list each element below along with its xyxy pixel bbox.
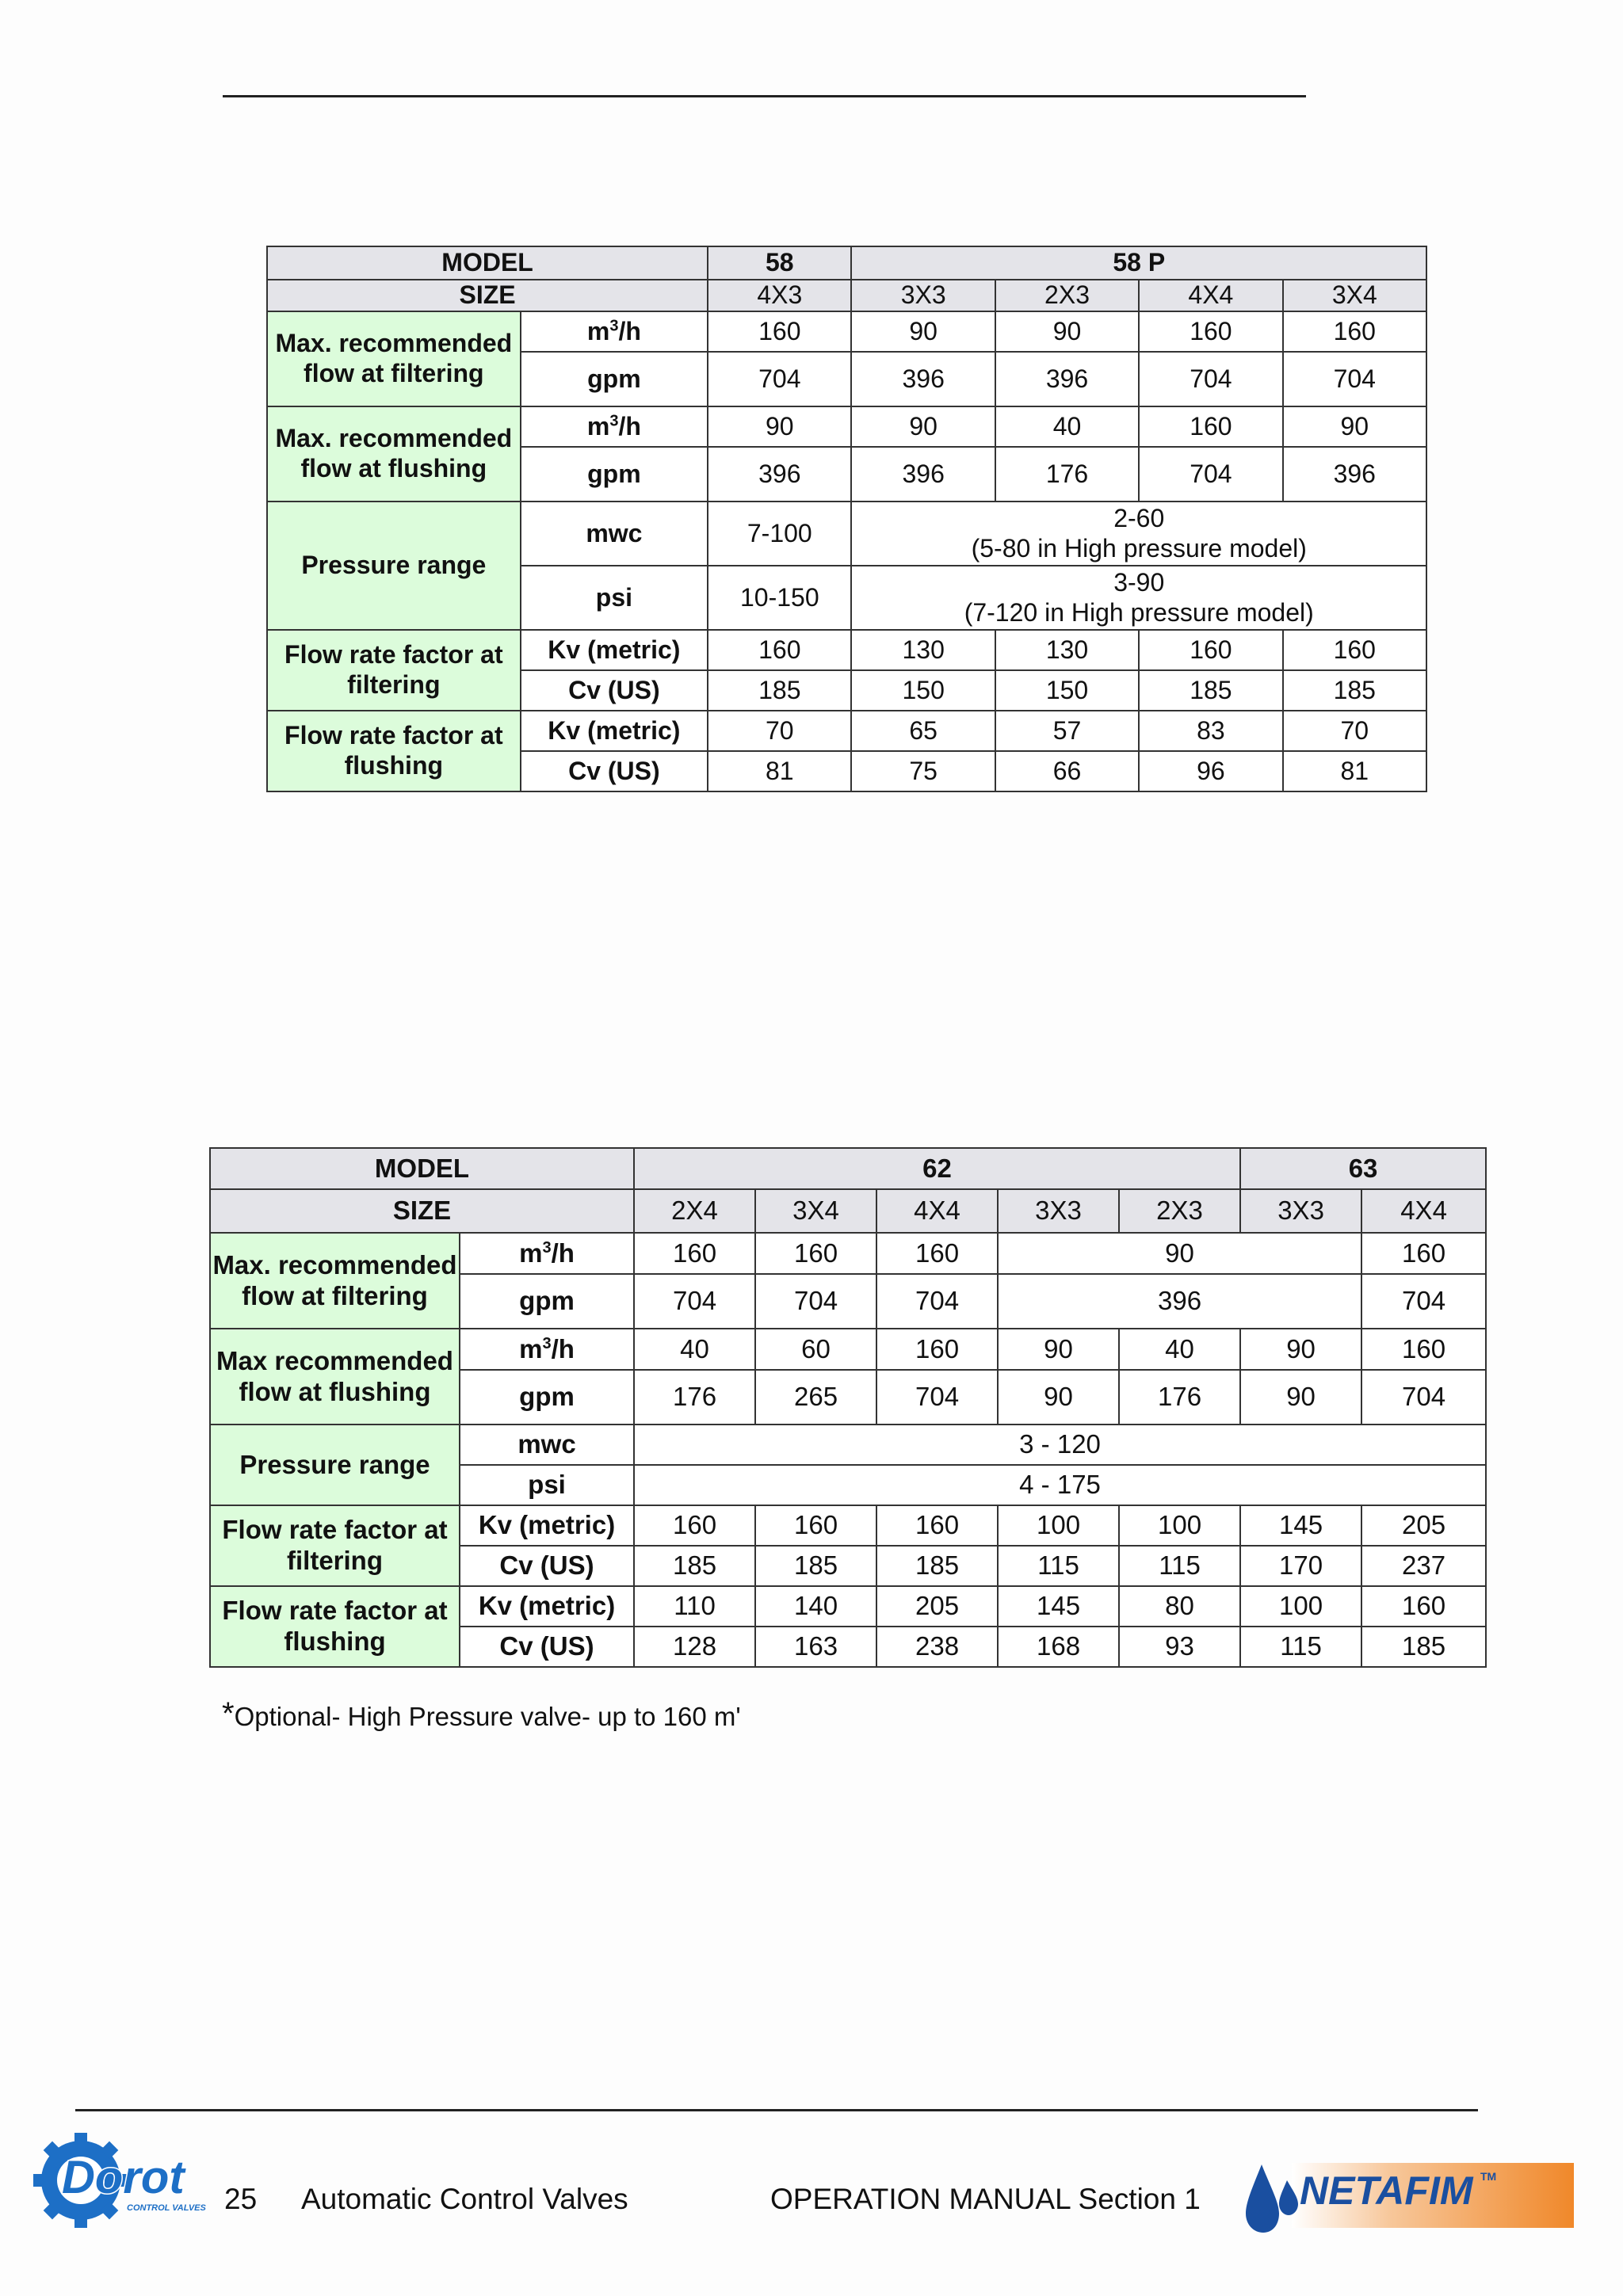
table-cell: 176 (1119, 1370, 1240, 1425)
table-cell: 185 (708, 670, 851, 711)
pressure-value: 3-90 (1113, 567, 1165, 597)
unit-gpm: gpm (521, 447, 708, 502)
pressure-value: 2-60 (1113, 503, 1165, 532)
table-cell: 163 (755, 1627, 876, 1667)
table-cell: 90 (998, 1233, 1361, 1274)
table-cell: 100 (998, 1505, 1119, 1546)
table-cell: 396 (1283, 447, 1426, 502)
table-cell: 704 (708, 352, 851, 406)
table-cell: 150 (851, 670, 995, 711)
unit-cv: Cv (US) (460, 1627, 634, 1667)
table-cell: 396 (708, 447, 851, 502)
size-cell: 3X4 (1283, 280, 1426, 311)
footnote-star: * (222, 1696, 235, 1731)
table-cell: 704 (876, 1274, 998, 1329)
table-cell: 160 (1361, 1586, 1486, 1627)
table-cell: 160 (1283, 630, 1426, 670)
table-cell: 83 (1139, 711, 1282, 751)
pressure-note: (5-80 in High pressure model) (971, 533, 1307, 563)
unit-cv: Cv (US) (521, 670, 708, 711)
table-cell: 185 (755, 1546, 876, 1586)
table-cell: 7-100 (708, 502, 851, 566)
table-cell: 160 (708, 311, 851, 352)
dorot-logo (32, 2123, 214, 2234)
pressure-psi-58p (851, 566, 1426, 630)
table-cell: 160 (755, 1233, 876, 1274)
table-cell: 238 (876, 1627, 998, 1667)
unit-kv: Kv (metric) (521, 711, 708, 751)
table-cell: 704 (1361, 1370, 1486, 1425)
dorot-subtitle: CONTROL VALVES (127, 2203, 206, 2213)
table-cell: 80 (1119, 1586, 1240, 1627)
table-cell: 160 (1139, 630, 1282, 670)
table-cell: 176 (634, 1370, 755, 1425)
flushing-flow-label: Max. recommended flow at flushing (267, 406, 521, 502)
size-cell: 4X4 (876, 1189, 998, 1233)
table-cell: 66 (995, 751, 1139, 791)
footnote-text: Optional- High Pressure valve- up to 160 m' (234, 1702, 741, 1731)
table-cell: 90 (708, 406, 851, 447)
table-cell: 237 (1361, 1546, 1486, 1586)
size-cell: 2X4 (634, 1189, 755, 1233)
table-cell: 70 (708, 711, 851, 751)
table-cell: 704 (1139, 447, 1282, 502)
table-cell: 40 (634, 1329, 755, 1370)
table-cell: 60 (755, 1329, 876, 1370)
table-cell: 160 (876, 1329, 998, 1370)
unit-gpm: gpm (521, 352, 708, 406)
unit-kv: Kv (metric) (460, 1505, 634, 1546)
unit-psi: psi (460, 1465, 634, 1505)
size-cell: 4X4 (1361, 1189, 1486, 1233)
size-cell: 2X3 (1119, 1189, 1240, 1233)
table-cell: 90 (998, 1370, 1119, 1425)
flushing-flow-label: Max recommended flow at flushing (210, 1329, 460, 1425)
unit-psi: psi (521, 566, 708, 630)
unit-kv: Kv (metric) (460, 1586, 634, 1627)
table-cell: 140 (755, 1586, 876, 1627)
table-cell: 704 (1139, 352, 1282, 406)
pressure-range-label: Pressure range (210, 1425, 460, 1505)
size-label: SIZE (267, 280, 708, 311)
unit-m3h: $m^3/h$ (460, 1329, 634, 1370)
table-cell: 40 (1119, 1329, 1240, 1370)
footnote (222, 1696, 741, 1732)
table-cell: 704 (634, 1274, 755, 1329)
table-cell: 93 (1119, 1627, 1240, 1667)
table-cell: 110 (634, 1586, 755, 1627)
table-cell: 81 (708, 751, 851, 791)
unit-kv: Kv (metric) (521, 630, 708, 670)
table-cell: 160 (1139, 311, 1282, 352)
pressure-note: (7-120 in High pressure model) (964, 597, 1314, 627)
table-cell: 90 (1240, 1329, 1361, 1370)
model-58: 58 (708, 246, 851, 280)
table-cell: 160 (876, 1233, 998, 1274)
table-cell: 128 (634, 1627, 755, 1667)
size-cell: 3X3 (998, 1189, 1119, 1233)
table-cell: 57 (995, 711, 1139, 751)
table-cell: 145 (998, 1586, 1119, 1627)
table-cell: 168 (998, 1627, 1119, 1667)
table-cell: 90 (1283, 406, 1426, 447)
unit-m3h: $m^3/h$ (521, 311, 708, 352)
flow-factor-filtering-label: Flow rate factor at filtering (267, 630, 521, 711)
table-cell: 396 (851, 447, 995, 502)
filtering-flow-label: Max. recommended flow at filtering (210, 1233, 460, 1329)
table-cell: 96 (1139, 751, 1282, 791)
table-cell: 70 (1283, 711, 1426, 751)
table-cell: 185 (1283, 670, 1426, 711)
model-62-63-spec-table (209, 1147, 1487, 1668)
unit-m3h: $m^3/h$ (460, 1233, 634, 1274)
size-cell: 3X3 (851, 280, 995, 311)
table-cell: 185 (1139, 670, 1282, 711)
table-cell: 185 (876, 1546, 998, 1586)
table-cell: 185 (634, 1546, 755, 1586)
model-58p: 58 P (851, 246, 1426, 280)
unit-gpm: gpm (460, 1274, 634, 1329)
model-label: MODEL (267, 246, 708, 280)
table-cell: 170 (1240, 1546, 1361, 1586)
table-cell: 10-150 (708, 566, 851, 630)
pressure-mwc-value: 3 - 120 (634, 1425, 1486, 1465)
size-cell: 2X3 (995, 280, 1139, 311)
table-cell: 90 (995, 311, 1139, 352)
size-cell: 4X4 (1139, 280, 1282, 311)
pressure-range-label: Pressure range (267, 502, 521, 630)
table-cell: 100 (1240, 1586, 1361, 1627)
table-cell: 90 (851, 406, 995, 447)
netafim-logo (1244, 2157, 1577, 2236)
table-cell: 90 (998, 1329, 1119, 1370)
table-cell: 145 (1240, 1505, 1361, 1546)
table-cell: 160 (1283, 311, 1426, 352)
page-number: 25 (224, 2183, 258, 2215)
table-cell: 40 (995, 406, 1139, 447)
table-cell: 75 (851, 751, 995, 791)
table-cell: 265 (755, 1370, 876, 1425)
table-cell: 176 (995, 447, 1139, 502)
table-cell: 115 (1240, 1627, 1361, 1667)
table-cell: 115 (1119, 1546, 1240, 1586)
table-cell: 150 (995, 670, 1139, 711)
bottom-rule (75, 2109, 1478, 2111)
table-cell: 115 (998, 1546, 1119, 1586)
size-cell: 4X3 (708, 280, 851, 311)
unit-cv: Cv (US) (460, 1546, 634, 1586)
flow-factor-flushing-label: Flow rate factor at flushing (267, 711, 521, 791)
table-cell: 396 (851, 352, 995, 406)
model-label: MODEL (210, 1148, 634, 1189)
footer-manual-section: OPERATION MANUAL Section 1 (770, 2183, 1201, 2215)
table-cell: 704 (1361, 1274, 1486, 1329)
table-cell: 704 (1283, 352, 1426, 406)
table-cell: 160 (708, 630, 851, 670)
netafim-drop-icon (1244, 2157, 1577, 2236)
dorot-gear-icon (32, 2123, 214, 2234)
table-cell: 130 (851, 630, 995, 670)
table-cell: 205 (1361, 1505, 1486, 1546)
table-cell: 704 (755, 1274, 876, 1329)
table-cell: 100 (1119, 1505, 1240, 1546)
footer-title: Automatic Control Valves (301, 2183, 628, 2215)
table-cell: 160 (755, 1505, 876, 1546)
top-rule (223, 95, 1306, 97)
netafim-wordmark: NETAFIM (1300, 2168, 1473, 2213)
table-cell: 90 (1240, 1370, 1361, 1425)
table-cell: 160 (876, 1505, 998, 1546)
model-62: 62 (634, 1148, 1240, 1189)
size-cell: 3X3 (1240, 1189, 1361, 1233)
model-63: 63 (1240, 1148, 1486, 1189)
filtering-flow-label: Max. recommended flow at filtering (267, 311, 521, 406)
pressure-psi-value: 4 - 175 (634, 1465, 1486, 1505)
table-cell: 130 (995, 630, 1139, 670)
flow-factor-flushing-label: Flow rate factor at flushing (210, 1586, 460, 1667)
unit-cv: Cv (US) (521, 751, 708, 791)
table-cell: 205 (876, 1586, 998, 1627)
table-cell: 396 (998, 1274, 1361, 1329)
table-cell: 396 (995, 352, 1139, 406)
table-cell: 160 (1361, 1329, 1486, 1370)
netafim-trademark: TM (1480, 2170, 1497, 2183)
pressure-mwc-58p (851, 502, 1426, 566)
table-cell: 185 (1361, 1627, 1486, 1667)
table-cell: 160 (1361, 1233, 1486, 1274)
table-cell: 90 (851, 311, 995, 352)
size-label: SIZE (210, 1189, 634, 1233)
table-cell: 160 (634, 1233, 755, 1274)
table-cell: 81 (1283, 751, 1426, 791)
unit-m3h: $m^3/h$ (521, 406, 708, 447)
flow-factor-filtering-label: Flow rate factor at filtering (210, 1505, 460, 1586)
table-cell: 160 (634, 1505, 755, 1546)
unit-mwc: mwc (521, 502, 708, 566)
size-cell: 3X4 (755, 1189, 876, 1233)
dorot-wordmark: Dorot (62, 2152, 185, 2203)
unit-gpm: gpm (460, 1370, 634, 1425)
model-58-spec-table (266, 246, 1427, 792)
table-cell: 65 (851, 711, 995, 751)
table-cell: 160 (1139, 406, 1282, 447)
table-cell: 704 (876, 1370, 998, 1425)
unit-mwc: mwc (460, 1425, 634, 1465)
